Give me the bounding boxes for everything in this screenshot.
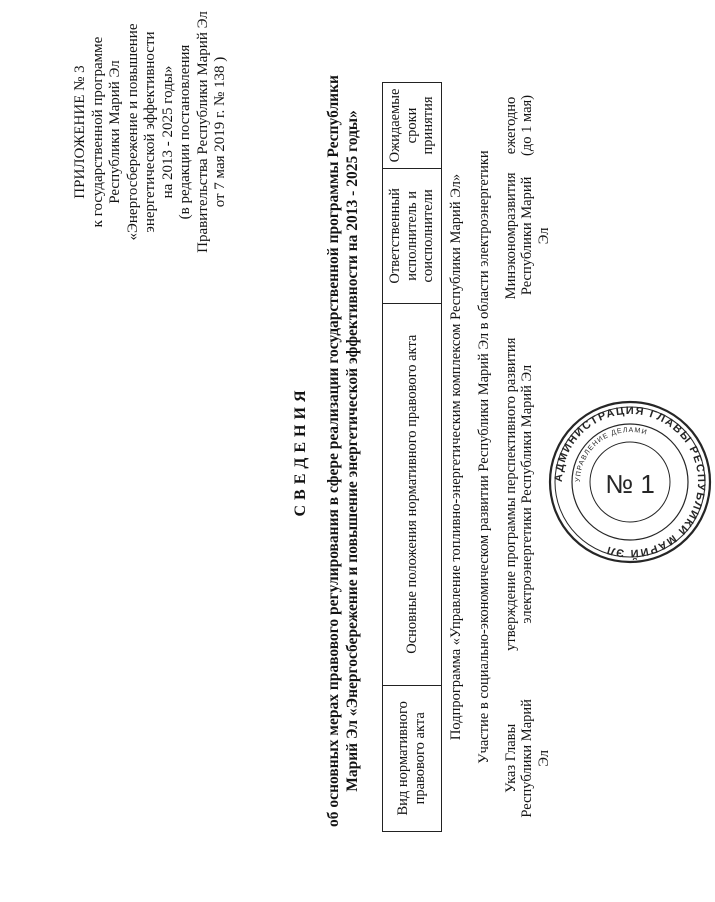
header-act-type: Вид нормативного правового акта bbox=[383, 685, 442, 831]
document-heading: СВЕДЕНИЯ bbox=[292, 385, 309, 517]
table-header-row bbox=[383, 83, 442, 832]
appendix-line: от 7 мая 2019 г. № 138 ) bbox=[212, 56, 228, 208]
section-title: Участие в социально-экономическом развитии Республики Марий Эл в области электроэнергетики bbox=[476, 150, 492, 764]
cell-executor: Минэкономразвития Республики Марий Эл bbox=[502, 172, 552, 300]
appendix-line: ПРИЛОЖЕНИЕ № 3 bbox=[72, 65, 88, 199]
appendix-line: Правительства Республики Марий Эл bbox=[194, 11, 211, 253]
appendix-line: энергетической эффективности bbox=[142, 31, 158, 233]
seal-number: № 1 bbox=[605, 469, 655, 499]
document-subtitle bbox=[325, 20, 362, 882]
cell-term: ежегодно (до 1 мая) bbox=[502, 94, 535, 156]
appendix-block bbox=[72, 2, 230, 262]
subtitle-line: Марий Эл «Энергосбережение и повышение энергетической эффективности на 2013 - 2025 годы» bbox=[343, 110, 361, 792]
appendix-line: к государственной программе bbox=[89, 36, 106, 228]
cell-act-content: утверждение программы перспективного развития электроэнергетики Республики Марий Эл bbox=[502, 337, 535, 651]
seal-ring-text: АДМИНИСТРАЦИЯ ГЛАВЫ РЕСПУБЛИКИ МАРИЙ ЭЛ bbox=[552, 404, 708, 560]
regulation-table bbox=[382, 82, 556, 832]
header-executor: Ответственный исполнитель и соисполнители bbox=[383, 168, 442, 303]
official-seal bbox=[545, 397, 715, 567]
seal-inner-text: УПРАВЛЕНИЕ ДЕЛАМИ bbox=[574, 426, 649, 483]
header-act-content: Основные положения нормативного правового акта bbox=[383, 303, 442, 685]
appendix-line: «Энергосбережение и повышение bbox=[124, 23, 141, 241]
header-term: Ожидаемые сроки принятия bbox=[383, 83, 442, 169]
appendix-line: Республики Марий Эл bbox=[107, 60, 123, 204]
subtitle-line: об основных мерах правового регулирования в сфере реализации государственной программы Республики bbox=[325, 75, 342, 827]
cell-act-type: Указ Главы Республики Марий Эл bbox=[502, 699, 552, 818]
appendix-line: (в редакции постановления bbox=[177, 44, 193, 220]
appendix-line: на 2013 - 2025 годы» bbox=[159, 65, 176, 199]
subprogram-row bbox=[441, 83, 470, 832]
section-row bbox=[470, 83, 499, 832]
subprogram-title: Подпрограмма «Управление топливно-энергетическим комплексом Республики Марий Эл» bbox=[447, 173, 464, 741]
